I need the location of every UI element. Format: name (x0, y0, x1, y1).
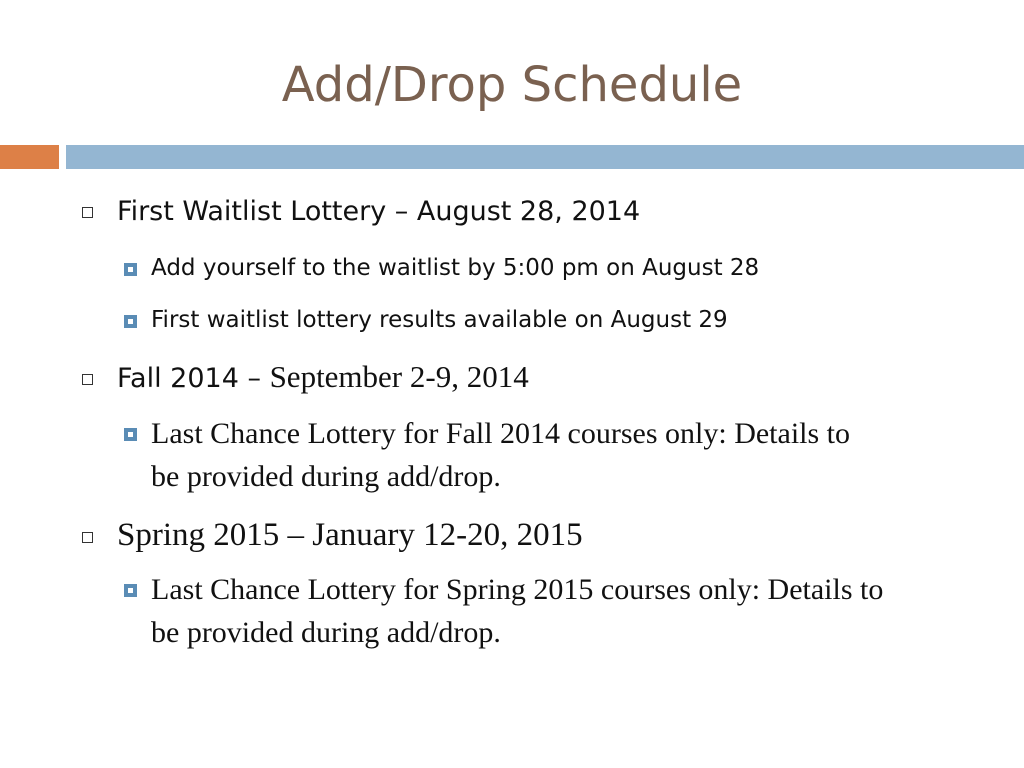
bullet-item (82, 195, 640, 229)
slide-title: Add/Drop Schedule (281, 57, 743, 113)
bullet-text-sans: Fall 2014 – (117, 363, 270, 394)
filled-square-bullet-icon (124, 315, 137, 328)
sub-bullet-item (124, 253, 759, 283)
filled-square-bullet-icon (124, 584, 137, 597)
sub-bullet-text: Add yourself to the waitlist by 5:00 pm on August 28 (151, 255, 760, 281)
hollow-square-bullet-icon (82, 532, 93, 543)
bullet-item (82, 360, 529, 396)
filled-square-bullet-icon (124, 263, 137, 276)
bullet-text: Spring 2015 – January 12-20, 2015 (117, 517, 583, 553)
bullet-item (82, 515, 583, 555)
sub-bullet-text: First waitlist lottery results available on August 29 (151, 307, 728, 333)
sub-bullet-item (124, 412, 884, 498)
sub-bullet-item (124, 305, 728, 335)
bullet-text: First Waitlist Lottery – August 28, 2014 (117, 196, 641, 227)
bullet-text (117, 360, 529, 396)
filled-square-bullet-icon (124, 428, 137, 441)
hollow-square-bullet-icon (82, 207, 93, 218)
bullet-text-serif: September 2-9, 2014 (269, 359, 529, 394)
hollow-square-bullet-icon (82, 374, 93, 385)
sub-bullet-item (124, 568, 914, 654)
sub-bullet-text: Last Chance Lottery for Spring 2015 courses only: Details to be provided during add/drop. (151, 573, 884, 649)
sub-bullet-text: Last Chance Lottery for Fall 2014 courses only: Details to be provided during add/drop. (151, 417, 851, 493)
